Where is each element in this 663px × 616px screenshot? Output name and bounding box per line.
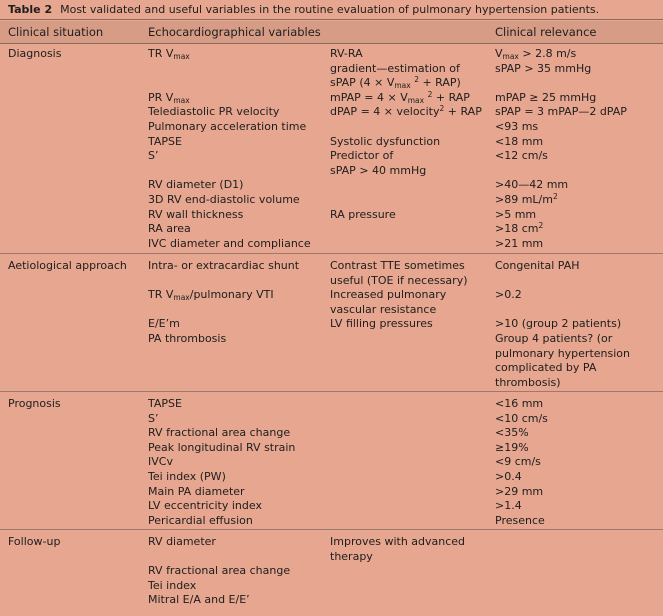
variable-cell: PR $V_{max}$: [148, 90, 190, 105]
header-clinical-relevance: Clinical relevance: [495, 25, 597, 39]
relevance-cell: <35%: [495, 426, 529, 440]
relevance-cell: <18 mm: [495, 134, 544, 148]
significance-cell: useful (TOE if necessary): [330, 273, 468, 287]
situation-diagnosis: Diagnosis: [8, 47, 62, 60]
relevance-cell: <10 cm/s: [495, 411, 548, 425]
variable-cell: IVCv: [148, 455, 173, 469]
relevance-cell: complicated by PA: [495, 361, 597, 375]
situation-follow-up: Follow-up: [8, 535, 61, 548]
significance-cell: Contrast TTE sometimes: [330, 259, 465, 272]
variable-cell: 3D RV end-diastolic volume: [148, 193, 300, 206]
variable-cell: RV diameter: [148, 535, 216, 548]
variable-cell: PA thrombosis: [148, 332, 227, 345]
relevance-cell: >10 (group 2 patients): [495, 317, 622, 331]
variable-cell: S’: [148, 149, 159, 163]
relevance-cell: pulmonary hypertension: [495, 346, 630, 360]
variable-cell: TR $V_{max}$: [148, 47, 190, 61]
significance-cell: dPAP = 4 × velocity$^2$ + RAP: [330, 104, 482, 119]
variable-cell: IVC diameter and compliance: [148, 236, 311, 250]
significance-cell: Improves with advanced: [330, 535, 466, 548]
table-header-row: [0, 21, 663, 44]
variable-cell: RV wall thickness: [148, 207, 244, 221]
table-label: Table 2: [8, 3, 53, 16]
relevance-cell: Presence: [495, 513, 545, 527]
variable-cell: RA area: [148, 222, 191, 236]
relevance-cell: <9 cm/s: [495, 455, 541, 469]
relevance-cell: >18 $cm^2$: [495, 221, 544, 236]
significance-cell: Increased pulmonary: [330, 288, 447, 302]
significance-cell: Predictor of: [330, 149, 394, 163]
relevance-cell: sPAP > 35 mmHg: [495, 61, 592, 75]
significance-cell: sPAP > 40 mmHg: [330, 163, 427, 177]
variable-cell: TAPSE: [148, 134, 182, 148]
relevance-cell: >29 mm: [495, 484, 544, 498]
significance-cell: RA pressure: [330, 207, 396, 221]
variable-cell: Telediastolic PR velocity: [148, 105, 280, 119]
variable-cell: Mitral E/A and E/E’: [148, 593, 250, 607]
significance-cell: gradient—estimation of: [330, 61, 460, 75]
relevance-cell: >1.4: [495, 499, 522, 513]
relevance-cell: sPAP = 3 mPAP—2 dPAP: [495, 105, 627, 119]
section-divider: [0, 529, 663, 530]
section-divider: [0, 391, 663, 392]
table-title: Most validated and useful variables in the routine evaluation of pulmonary hypertension patients.: [60, 3, 600, 16]
variable-cell: Pericardial effusion: [148, 513, 253, 527]
relevance-cell: >40—42 mm: [495, 178, 569, 192]
variable-cell: RV diameter (D1): [148, 178, 244, 192]
significance-cell: RV-RA: [330, 47, 363, 60]
relevance-cell: <16 mm: [495, 397, 544, 410]
variable-cell: LV eccentricity index: [148, 499, 262, 513]
relevance-cell: <93 ms: [495, 120, 539, 133]
relevance-cell: >0.2: [495, 288, 522, 302]
variable-cell: E/E’m: [148, 317, 180, 331]
significance-cell: therapy: [330, 549, 373, 563]
relevance-cell: ≥19%: [495, 440, 529, 454]
variable-cell: TR $V_{max}$/pulmonary VTI: [148, 288, 274, 303]
variable-cell: RV fractional area change: [148, 564, 291, 578]
relevance-cell: thrombosis): [495, 375, 561, 389]
variable-cell: S’: [148, 411, 159, 425]
relevance-cell: >21 mm: [495, 236, 544, 250]
relevance-cell: Group 4 patients? (or: [495, 332, 613, 345]
variable-cell: Peak longitudinal RV strain: [148, 440, 296, 454]
relevance-cell: >5 mm: [495, 207, 537, 221]
variable-cell: Intra- or extracardiac shunt: [148, 259, 300, 272]
variable-cell: RV fractional area change: [148, 426, 291, 440]
significance-cell: sPAP ($4 \times V_{max}$ $^2$ + RAP): [330, 75, 461, 91]
relevance-cell: $V_{max} > 2.8$ m/s: [495, 47, 577, 61]
significance-cell: vascular resistance: [330, 302, 437, 316]
variable-cell: Tei index: [148, 578, 197, 592]
relevance-cell: <12 cm/s: [495, 149, 548, 163]
relevance-cell: mPAP ≥ 25 mmHg: [495, 90, 597, 104]
relevance-cell: >89 $mL/m^2$: [495, 192, 558, 206]
header-echo-variables: Echocardiographical variables: [148, 25, 321, 39]
situation-aetiological-approach: Aetiological approach: [8, 259, 127, 272]
variable-cell: Tei index (PW): [148, 470, 226, 483]
situation-prognosis: Prognosis: [8, 397, 61, 410]
significance-cell: LV filling pressures: [330, 317, 433, 331]
variable-cell: Pulmonary acceleration time: [148, 120, 307, 133]
variable-cell: Main PA diameter: [148, 484, 245, 498]
relevance-cell: Congenital PAH: [495, 259, 580, 272]
variable-cell: TAPSE: [148, 397, 182, 410]
significance-cell: Systolic dysfunction: [330, 134, 441, 148]
section-divider: [0, 253, 663, 254]
relevance-cell: >0.4: [495, 470, 522, 483]
significance-cell: mPAP = $4 \times V_{max}$ $^2$ + RAP: [330, 89, 470, 105]
table-caption: [0, 0, 663, 20]
header-clinical-situation: Clinical situation: [8, 25, 104, 39]
